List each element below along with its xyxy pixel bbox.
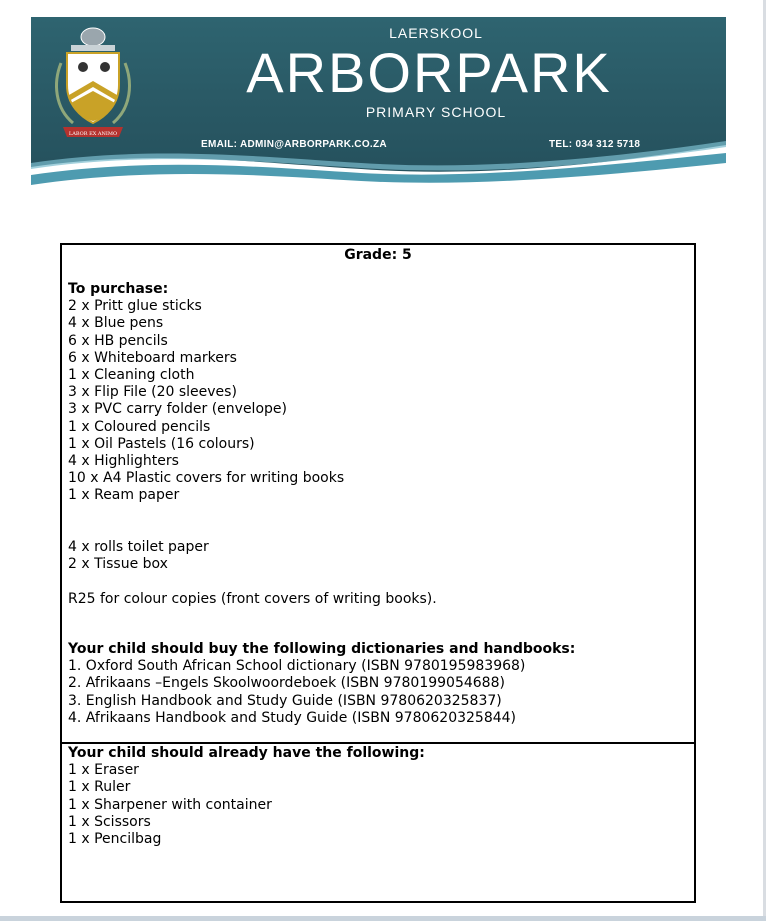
list-item: 4 x rolls toilet paper xyxy=(68,539,209,555)
purchase-heading: To purchase: xyxy=(68,281,169,297)
list-item: 1 x Eraser xyxy=(68,762,139,779)
list-item: 2 x Tissue box xyxy=(68,556,168,573)
copies-note-text: R25 for colour copies (front covers of writing books). xyxy=(68,591,437,607)
list-item: 3. English Handbook and Study Guide (ISBN 9780620325837) xyxy=(68,692,502,709)
stationery-list-table xyxy=(60,243,696,903)
list-item: 10 x A4 Plastic covers for writing books xyxy=(68,470,345,487)
school-email: EMAIL: ADMIN@ARBORPARK.CO.ZA xyxy=(201,139,387,150)
list-item: 1 x Ruler xyxy=(68,779,131,796)
list-item: 1 x Coloured pencils xyxy=(68,418,211,435)
already-have-section xyxy=(68,745,425,848)
already-have-heading: Your child should already have the following: xyxy=(68,745,425,761)
list-item: 1 x Sharpener with container xyxy=(68,796,272,813)
list-item: 1 x Scissors xyxy=(68,813,151,830)
list-item: 2 x Pritt glue sticks xyxy=(68,298,202,315)
list-item: 3 x Flip File (20 sleeves) xyxy=(68,384,237,401)
grade-heading: Grade: 5 xyxy=(344,247,412,263)
school-crest-icon xyxy=(51,23,135,145)
purchase-cell xyxy=(62,245,694,742)
list-item: 4 x Blue pens xyxy=(68,315,164,332)
window-bottom-edge xyxy=(0,916,766,921)
already-have-cell xyxy=(62,744,694,901)
school-banner xyxy=(31,17,726,189)
list-item: 1 x Cleaning cloth xyxy=(68,367,195,384)
list-item: 2. Afrikaans –Engels Skoolwoordeboek (ISBN 9780199054688) xyxy=(68,675,505,692)
school-name: ARBORPARK xyxy=(246,41,612,104)
colour-copies-note xyxy=(68,591,437,608)
extras-section xyxy=(68,539,209,573)
list-item: 6 x Whiteboard markers xyxy=(68,349,237,366)
list-item: 1 x Oil Pastels (16 colours) xyxy=(68,435,255,452)
list-item: 4. Afrikaans Handbook and Study Guide (ISBN 9780620325844) xyxy=(68,709,517,726)
primary-school-label: PRIMARY SCHOOL xyxy=(365,104,507,120)
crest-motto: LABOR EX ANIMO xyxy=(68,131,118,137)
dictionaries-section xyxy=(68,641,575,727)
list-item: 1 x Ream paper xyxy=(68,487,180,504)
laerskool-label: LAERSKOOL xyxy=(389,25,483,41)
list-item: 6 x HB pencils xyxy=(68,332,168,349)
list-item: 1 x Pencilbag xyxy=(68,831,162,848)
list-item: 4 x Highlighters xyxy=(68,453,179,470)
list-item: 3 x PVC carry folder (envelope) xyxy=(68,401,287,418)
school-telephone: TEL: 034 312 5718 xyxy=(549,139,641,150)
purchase-section xyxy=(68,281,344,505)
dictionaries-heading: Your child should buy the following dictionaries and handbooks: xyxy=(68,641,576,657)
list-item: 1. Oxford South African School dictionary (ISBN 9780195983968) xyxy=(68,658,526,675)
